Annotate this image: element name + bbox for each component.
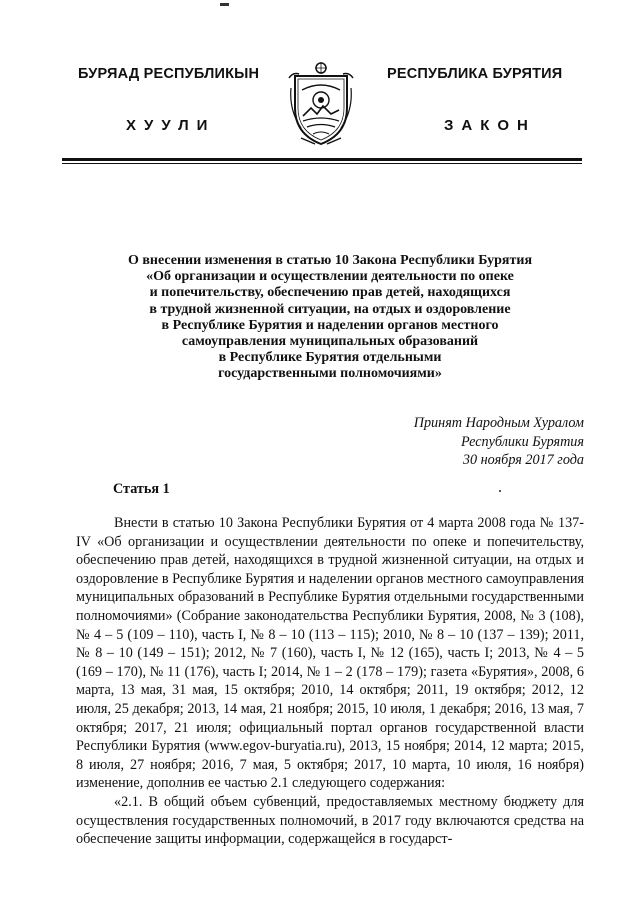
header-left-republic: БУРЯАД РЕСПУБЛИКЫН — [78, 66, 260, 82]
adoption-note — [284, 414, 584, 470]
header-left-doc-type: ХУУЛИ — [126, 117, 216, 134]
header-right-republic: РЕСПУБЛИКА БУРЯТИЯ — [387, 66, 563, 82]
adoption-date: 30 ноября 2017 года — [462, 452, 584, 468]
adoption-line: Республики Бурятия — [460, 433, 584, 450]
title-line: и попечительству, обеспечению прав детей, находящихся — [149, 285, 511, 301]
title-line: самоуправления муниципальных образований — [181, 334, 479, 350]
adoption-line: Принят Народным Хуралом — [413, 415, 584, 431]
title-line: государственными полномочиями» — [218, 366, 442, 382]
title-line: в Республике Бурятия отдельными — [218, 350, 442, 366]
scan-mark — [220, 3, 229, 6]
title-line: в Республике Бурятия и наделении органов местного — [161, 317, 499, 333]
law-title — [92, 253, 568, 383]
header-rule-thick — [62, 158, 582, 161]
scan-dot — [499, 490, 501, 492]
article-paragraph: Внести в статью 10 Закона Республики Бурятия от 4 марта 2008 года № 137-IV «Об организации и осуществлении деятельности по опеке и попечительству, обеспечению прав детей, находящихся в трудной жизненной ситуации, на отдых и оздоровление в Республике Бурятия и наделении органов местного самоуправления муниципальных образований в Республике Бурятия отдельными государственными полномочиями» (Собрание законодательства Республики Бурятия, 2008, № 3 (108), № 4 – 5 (109 – 110), часть I, № 8 – 10 (113 – 115); 2010, № 8 – 10 (137 – 139); 2011, № 8 – 10 (149 – 151); 2012, № 7 (160), часть I, № 12 (165), часть I; 2013, № 4 – 5 (169 – 170), № 11 (176), часть I; 2014, № 1 – 2 (178 – 179); газета «Бурятия», 2008, 6 марта, 13 мая, 31 мая, 15 октября; 2010, 14 октября; 2011, 19 октября; 2012, 12 июля, 25 декабря; 2013, 14 мая, 21 ноября; 2015, 10 июля, 1 декабря; 2016, 13 мая, 7 октября; 2017, 21 июля; официальный портал органов государственной власти Республики Бурятия (www.egov-buryatia.ru), 2013, 15 ноября; 2014, 12 марта; 2015, 8 июля, 27 ноября; 2016, 7 мая, 5 октября; 2017, 10 марта, 10 июля, 16 ноября) изменение, дополнив ее частью 2.1 следующего содержания: — [76, 515, 584, 792]
coat-of-arms-icon — [287, 58, 355, 148]
article-paragraph: «2.1. В общий объем субвенций, предоставляемых местному бюджету для осуществления государственных полномочий, в 2017 году включаются средства на обеспечение защиты информации, содержащейся в государст- — [76, 793, 584, 848]
header-rule-thin — [62, 163, 582, 164]
article-heading: Статья 1 — [113, 481, 170, 497]
article-body — [76, 514, 584, 849]
header-right-doc-type: ЗАКОН — [444, 117, 536, 134]
title-line: «Об организации и осуществлении деятельности по опеке — [146, 269, 514, 285]
title-line: О внесении изменения в статью 10 Закона Республики Бурятия — [127, 253, 533, 268]
title-line: в трудной жизненной ситуации, на отдых и оздоровление — [149, 301, 511, 317]
